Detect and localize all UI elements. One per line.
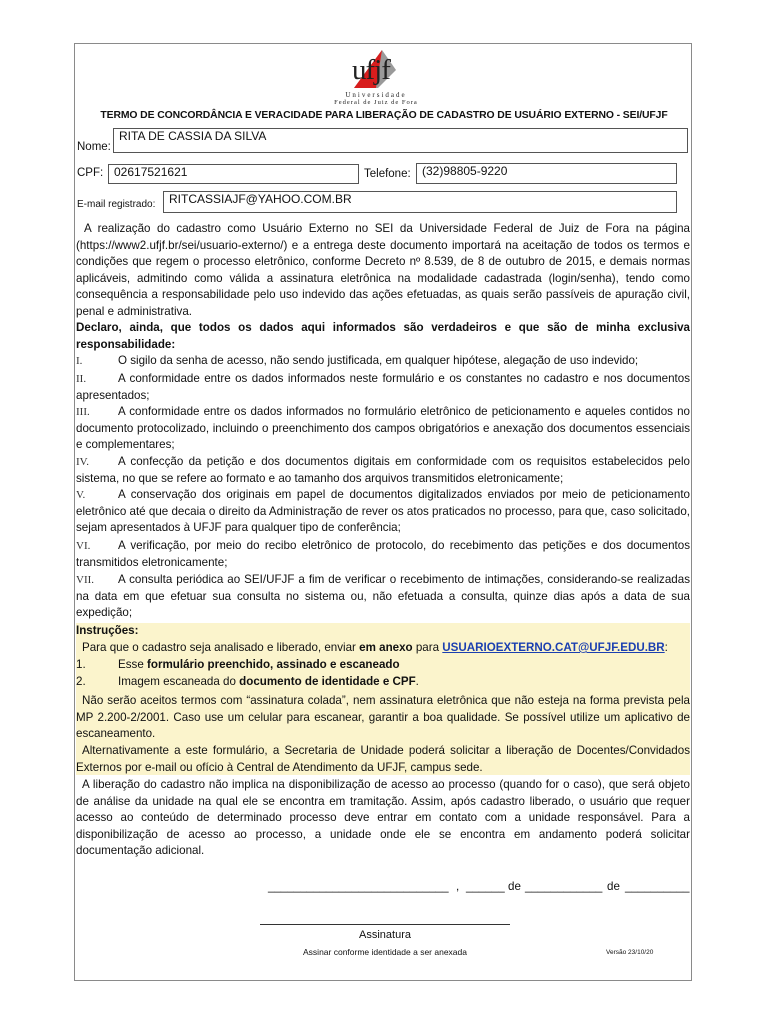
- signature-note: Assinar conforme identidade a ser anexada: [303, 947, 467, 957]
- item-number: VII.: [76, 574, 95, 586]
- logo-line-2: Federal de Juiz de Fora: [334, 99, 418, 106]
- list-item: [76, 487, 690, 537]
- send-to: para: [412, 641, 443, 654]
- ufjf-logo: [322, 48, 430, 108]
- step-period: .: [415, 675, 419, 688]
- signature-line: [260, 924, 510, 925]
- signature-label: Assinatura: [359, 929, 411, 941]
- telefone-label: Telefone:: [364, 168, 411, 180]
- date-place-blank: ____________________________: [268, 880, 449, 893]
- list-item: [76, 454, 690, 487]
- list-item: [76, 538, 690, 571]
- item-number: III.: [76, 406, 90, 418]
- nome-field[interactable]: RITA DE CASSIA DA SILVA: [113, 128, 688, 153]
- instruction-note-1: Não serão aceitos termos com “assinatura colada”, nem assinatura eletrônica que não esteja na forma prevista pela MP 2.200-2/2001. Caso use um celular para escanear, garantir a boa qualidade. Se possível utilize um aplicativo de escaneamento.: [76, 694, 690, 741]
- contact-email-link[interactable]: USUARIOEXTERNO.CAT@UFJF.EDU.BR: [442, 641, 665, 654]
- step-text: Esse: [118, 658, 147, 671]
- send-colon: :: [664, 641, 668, 654]
- cpf-label: CPF:: [77, 167, 104, 179]
- telefone-field[interactable]: (32)98805-9220: [416, 163, 677, 184]
- instruction-note-2: Alternativamente a este formulário, a Secretaria de Unidade poderá solicitar a liberação de Docentes/Convidados Externos por e-mail ou ofício à Central de Atendimento da UFJF, campus sede.: [76, 744, 690, 774]
- item-text: A conformidade entre os dados informados neste formulário e os constantes no cadastro e nos documentos apresentados;: [76, 372, 690, 402]
- item-text: A consulta periódica ao SEI/UFJF a fim de verificar o recebimento de intimações, considerando-se realizadas na data em que efetuar sua consulta no sistema ou, não efetuada a consulta, quinze dias após a data de sua expedição;: [76, 573, 690, 620]
- list-item: [76, 353, 690, 370]
- cpf-field[interactable]: 02617521621: [108, 164, 359, 184]
- item-number: V.: [76, 489, 86, 501]
- logo-wordmark: ufjf: [352, 54, 390, 86]
- send-attachment: em anexo: [359, 641, 413, 654]
- date-month-blank: ____________: [525, 880, 603, 893]
- date-comma: ,: [456, 880, 460, 893]
- date-de-2: de: [607, 880, 620, 893]
- send-text: Para que o cadastro seja analisado e liberado, enviar: [82, 641, 360, 654]
- instruction-step: [76, 657, 690, 674]
- list-item: [76, 404, 690, 454]
- item-number: II.: [76, 373, 87, 385]
- list-item: [76, 572, 690, 622]
- declaration-heading: Declaro, ainda, que todos os dados aqui informados são verdadeiros e que são de minha exclusiva responsabilidade:: [76, 321, 690, 351]
- step-bold: formulário preenchido, assinado e escaneado: [147, 658, 400, 671]
- item-text: A confecção da petição e dos documentos digitais em conformidade com os requisitos estabelecidos pelo sistema, no que se refere ao formato e ao tamanho dos arquivos transmitidos eletronicamente;: [76, 455, 690, 485]
- date-day-blank: ______: [466, 880, 505, 893]
- step-number: 1.: [76, 658, 86, 671]
- item-text: A conservação dos originais em papel de documentos digitalizados enviados por meio de peticionamento eletrônico até que decaia o direito da Administração de rever os atos praticados no processo, para que, caso solicitado, sejam apresentados à UFJF para qualquer tipo de conferência;: [76, 488, 690, 535]
- step-text: Imagem escaneada do: [118, 675, 240, 688]
- item-number: VI.: [76, 540, 91, 552]
- version-label: Versão 23/10/20: [606, 949, 654, 956]
- intro-paragraph: A realização do cadastro como Usuário Externo no SEI da Universidade Federal de Juiz de Fora na página (https://www2.ufjf.br/sei/usuario-externo/) e a entrega deste documento importará na aceitação de todos os termos e condições que regem o processo eletrônico, conforme Decreto nº 8.539, de 8 de outubro de 2015, e demais normas aplicáveis, admitindo como válida a assinatura eletrônica na modalidade cadastrada (login/senha), tendo como consequência a responsabilidade pelo uso indevido das ações efetuadas, as quais serão passíveis de apuração civil, penal e administrativa.: [76, 222, 690, 318]
- logo-line-1: Universidade: [345, 91, 407, 99]
- step-bold: documento de identidade e CPF: [239, 675, 416, 688]
- instructions-heading: Instruções:: [76, 624, 139, 637]
- item-text: O sigilo da senha de acesso, não sendo justificada, em qualquer hipótese, alegação de uso indevido;: [118, 354, 639, 367]
- document-title: TERMO DE CONCORDÂNCIA E VERACIDADE PARA LIBERAÇÃO DE CADASTRO DE USUÁRIO EXTERNO - SEI/UFJF: [100, 110, 668, 121]
- date-de-1: de: [508, 880, 521, 893]
- email-label: E-mail registrado:: [77, 199, 156, 210]
- closing-paragraph: A liberação do cadastro não implica na disponibilização de acesso ao processo (quando for o caso), que será objeto de análise da unidade na qual ele se encontra em tramitação. Assim, após cadastro liberado, o usuário que requer acesso ao conteúdo de determinado processo deve entrar em contato com a unidade responsável. Para a disponibilização de acesso ao processo, a unidade onde ele se encontra em andamento poderá solicitar documentação adicional.: [76, 778, 690, 858]
- list-item: [76, 371, 690, 404]
- item-number: I.: [76, 355, 83, 367]
- step-number: 2.: [76, 675, 86, 688]
- email-field[interactable]: RITCASSIAJF@YAHOO.COM.BR: [163, 191, 677, 213]
- item-number: IV.: [76, 456, 89, 468]
- item-text: A verificação, por meio do recibo eletrônico de protocolo, do recebimento das petições e dos documentos transmitidos eletronicamente;: [76, 539, 690, 569]
- instructions-send-line: [76, 640, 690, 657]
- date-year-blank: __________: [625, 880, 690, 893]
- item-text: A conformidade entre os dados informados no formulário eletrônico de peticionamento e aqueles contidos no documento protocolizado, incluindo o preenchimento dos campos obrigatórios e anexação dos documentos essenciais e complementares;: [76, 405, 690, 452]
- nome-label: Nome:: [77, 141, 111, 153]
- instruction-step: [76, 674, 690, 691]
